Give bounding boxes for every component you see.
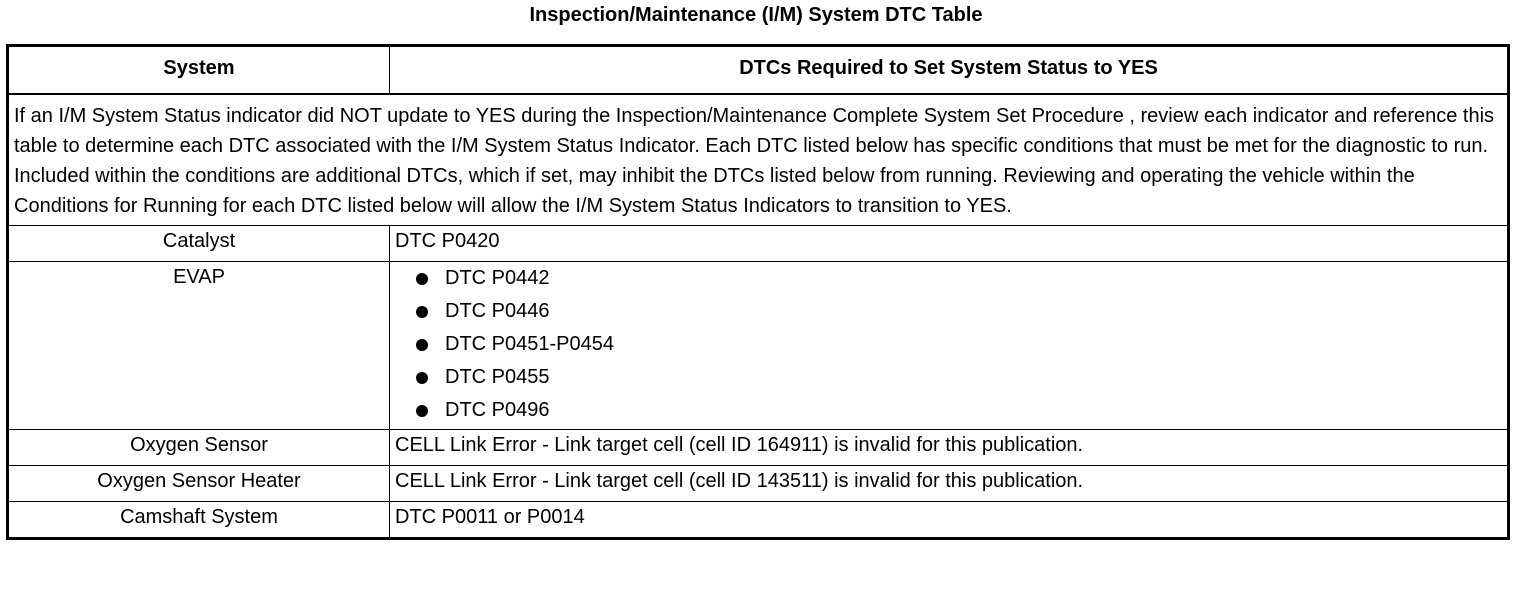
bullet-icon bbox=[416, 339, 428, 351]
list-item bbox=[413, 262, 1502, 295]
list-item bbox=[413, 394, 1502, 427]
dtc-code: DTC P0442 bbox=[445, 267, 550, 289]
dtc-cell: DTC P0011 or P0014 bbox=[390, 502, 1509, 539]
table-row bbox=[8, 466, 1509, 502]
dtc-code: DTC P0496 bbox=[445, 399, 550, 421]
table-header-row bbox=[8, 46, 1509, 95]
dtc-cell: CELL Link Error - Link target cell (cell ID 164911) is invalid for this publication. bbox=[390, 430, 1509, 466]
table-row bbox=[8, 262, 1509, 430]
dtc-cell: CELL Link Error - Link target cell (cell ID 143511) is invalid for this publication. bbox=[390, 466, 1509, 502]
column-header-dtcs: DTCs Required to Set System Status to YES bbox=[390, 46, 1509, 95]
table-row bbox=[8, 226, 1509, 262]
bullet-icon bbox=[416, 306, 428, 318]
page-title: Inspection/Maintenance (I/M) System DTC Table bbox=[529, 4, 983, 26]
list-item bbox=[413, 328, 1502, 361]
dtc-cell: DTC P0420 bbox=[390, 226, 1509, 262]
list-item bbox=[413, 295, 1502, 328]
intro-text: If an I/M System Status indicator did NOT update to YES during the Inspection/Maintenance Complete System Set Procedure , review each indicator and reference this table to determine each DTC associated with the I/M System Status Indicator. Each DTC listed below has specific conditions that must be met for the diagnostic to run. Included within the conditions are additional DTCs, which if set, may inhibit the DTCs listed below from running. Reviewing and operating the vehicle within the Conditions for Running for each DTC listed below will allow the I/M System Status Indicators to transition to YES. bbox=[8, 94, 1509, 226]
table-row bbox=[8, 502, 1509, 539]
dtc-code: DTC P0455 bbox=[445, 366, 550, 388]
intro-row bbox=[8, 94, 1509, 226]
dtc-table bbox=[6, 44, 1510, 540]
table-row bbox=[8, 430, 1509, 466]
system-cell: Oxygen Sensor bbox=[8, 430, 390, 466]
system-cell: EVAP bbox=[8, 262, 390, 430]
dtc-code: DTC P0451-P0454 bbox=[445, 333, 614, 355]
system-cell: Catalyst bbox=[8, 226, 390, 262]
bullet-icon bbox=[416, 372, 428, 384]
list-item bbox=[413, 361, 1502, 394]
bullet-icon bbox=[416, 273, 428, 285]
column-header-system: System bbox=[8, 46, 390, 95]
system-cell: Camshaft System bbox=[8, 502, 390, 539]
dtc-cell bbox=[390, 262, 1509, 430]
dtc-code: DTC P0446 bbox=[445, 300, 550, 322]
dtc-list bbox=[395, 262, 1502, 429]
bullet-icon bbox=[416, 405, 428, 417]
system-cell: Oxygen Sensor Heater bbox=[8, 466, 390, 502]
